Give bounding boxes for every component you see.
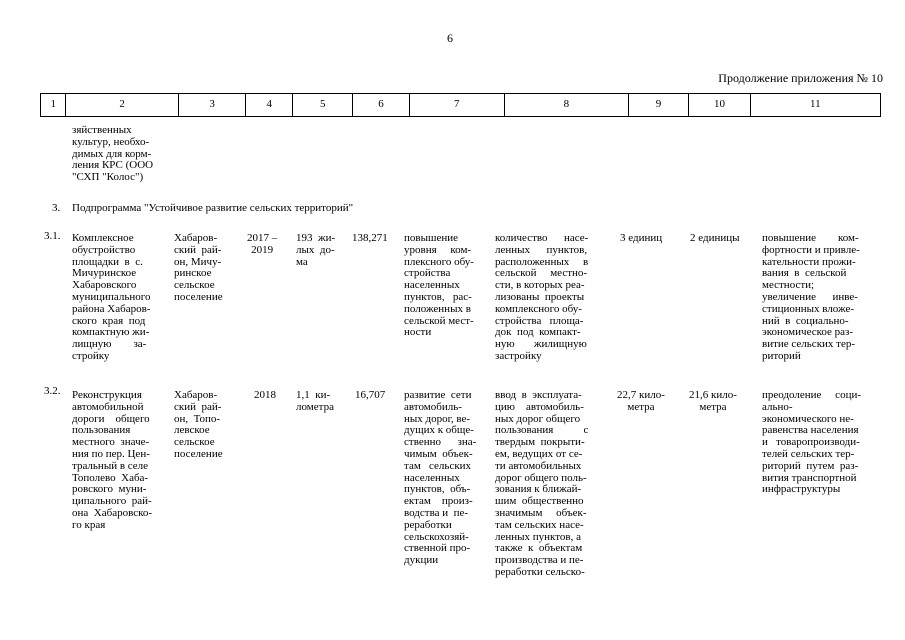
actual-value: 2 единицы <box>690 232 740 244</box>
planned-value: 22,7 кило- метра <box>617 389 665 413</box>
section-title: Подпрограмма "Устойчивое развитие сельских территорий" <box>72 202 354 214</box>
period: 2018 <box>254 389 276 401</box>
header-col-6: 6 <box>353 94 409 117</box>
funding-amount: 16,707 <box>355 389 386 401</box>
event-name: Комплексное обустройство площадки в с. Мичуринское Хабаровского муниципального района Хабаров- ского края под компактную жи- лищную за- стройку <box>72 232 151 362</box>
indicator: количество насе- ленных пунктов, расположенных в сельской местно- сти, в которых реа- лизованы проекты комплексного обу- стройства площа- док под компакт- ную жилищную застройку <box>495 232 589 362</box>
goal: развитие сети автомобиль- ных дорог, ве- дущих к обще- ственно зна- чимым объек- там сельских населенных пунктов, объ- ектам произ- водства и пе- реработки сельскохозяй- ственной про- дукции <box>404 389 477 567</box>
header-col-3: 3 <box>178 94 246 117</box>
goal: повышение уровня ком- плексного обу- стройства населенных пунктов, рас- положенных в сельской мест- ности <box>404 232 474 339</box>
header-col-11: 11 <box>750 94 880 117</box>
previous-row-continuation: зяйственных культур, необхо- димых для корм- ления КРС (ООО "СХП "Колос") <box>72 124 154 184</box>
header-col-9: 9 <box>628 94 688 117</box>
header-col-8: 8 <box>504 94 628 117</box>
section-number: 3. <box>52 202 61 214</box>
header-col-7: 7 <box>409 94 504 117</box>
planned-value: 3 единиц <box>620 232 663 244</box>
result: преодоление соци- ально- экономического не- равенства населения и товаропроизводи- телей сельских тер- риторий путем раз- вития транспортной инфраструктуры <box>762 389 861 496</box>
volume: 1,1 ки- лометра <box>296 389 334 413</box>
event-name: Реконструкция автомобильной дороги общего пользования местного значе- ния по пер. Цен- тральный в селе Тополево Хаба- ровского муни- ципального рай- она Хабаровско- го края <box>72 389 153 531</box>
header-col-1: 1 <box>41 94 66 117</box>
volume: 193 жи- лых до- ма <box>296 232 336 268</box>
result: повышение ком- фортности и привле- кательности прожи- вания в сельской местности; увеличение инве- стиционных вложе- ний в социально- экономическое раз- витие сельских тер- риторий <box>762 232 860 362</box>
executor: Хабаров- ский рай- он, Мичу- ринское сельское поселение <box>174 232 223 303</box>
appendix-title: Продолжение приложения № 10 <box>718 71 883 85</box>
row-number: 3.2. <box>44 385 61 397</box>
period: 2017 – 2019 <box>247 232 278 256</box>
header-col-2: 2 <box>66 94 178 117</box>
funding-amount: 138,271 <box>352 232 388 244</box>
header-col-5: 5 <box>293 94 353 117</box>
actual-value: 21,6 кило- метра <box>689 389 737 413</box>
column-number-header <box>40 93 881 117</box>
executor: Хабаров- ский рай- он, Топо- левское сельское поселение <box>174 389 223 460</box>
indicator: ввод в эксплуата- цию автомобиль- ных дорог общего пользования с твердым покрыти- ем, ведущих от се- ти автомобильных дорог общего поль- зования к ближай- шим общественно значимым объек- там сельских насе- ленных пунктов, а также к объектам производства и пе- реработки сельско- <box>495 389 589 578</box>
page-number: 6 <box>447 31 453 45</box>
header-col-4: 4 <box>246 94 293 117</box>
row-number: 3.1. <box>44 230 61 242</box>
header-col-10: 10 <box>689 94 750 117</box>
